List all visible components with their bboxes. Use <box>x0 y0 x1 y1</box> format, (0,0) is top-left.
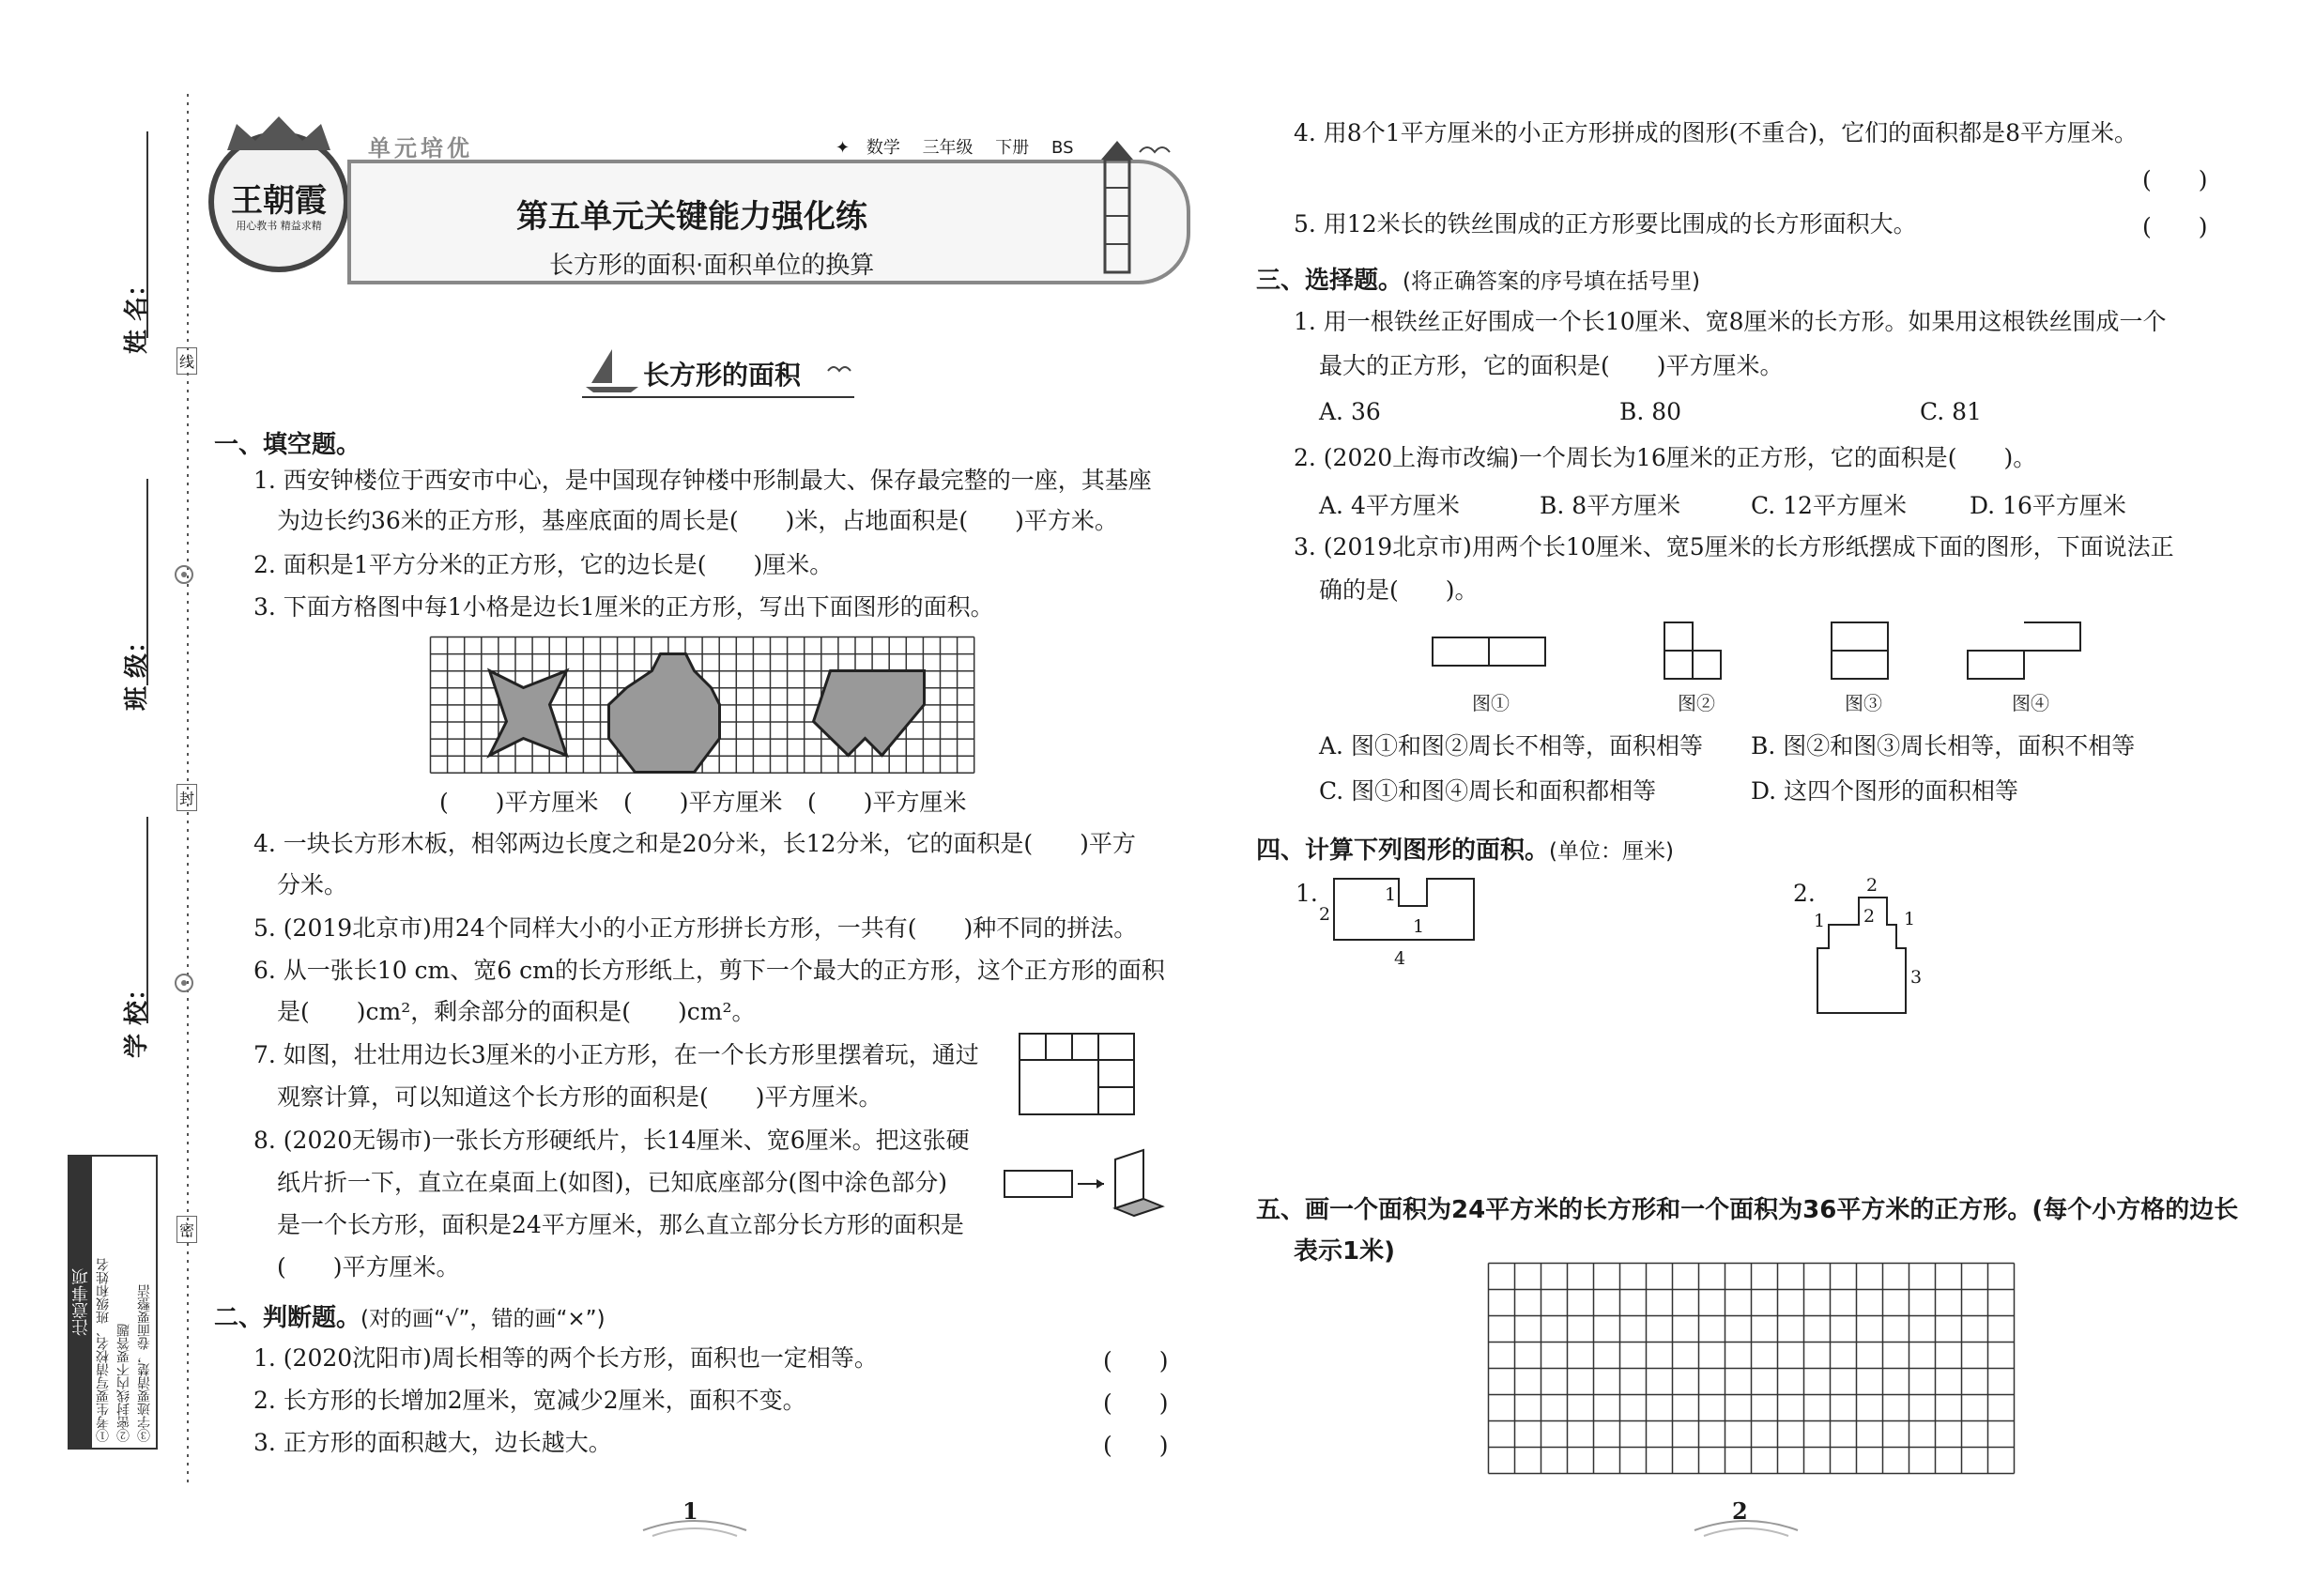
area-figure-1-number: 1. <box>1296 880 1318 907</box>
judge-3-answer[interactable]: ( ) <box>1103 1432 1169 1459</box>
choice-1-line2: 最大的正方形，它的面积是( )平方厘米。 <box>1319 352 1784 379</box>
q8-line2: 纸片折一下，直立在桌面上(如图)，已知底座部分(图中涂色部分) <box>277 1169 948 1196</box>
q8-line1: 8. (2020无锡市)一张长方形硬纸片，长14厘米、宽6厘米。把这张硬 <box>253 1127 970 1154</box>
drawing-grid[interactable] <box>1488 1263 2023 1469</box>
area-figure-2-dim-right-step: 1 <box>1904 909 1916 929</box>
meta-volume: 下册 <box>995 138 1030 158</box>
q8-line4: ( )平方厘米。 <box>277 1253 460 1281</box>
choice-3-option-b[interactable]: B. 图②和图③周长相等，面积不相等 <box>1751 732 2136 760</box>
section-3-note: (将正确答案的序号填在括号里) <box>1403 269 1700 294</box>
page-ornament-left <box>638 1512 751 1540</box>
binding-ornament-1 <box>173 563 195 586</box>
judge-2-answer[interactable]: ( ) <box>1103 1389 1169 1417</box>
section-3-heading: 三、选择题。 <box>1256 267 1403 295</box>
meta-edition: BS <box>1051 138 1074 158</box>
choice-3-line1: 3. (2019北京市)用两个长10厘米、宽5厘米的长方形纸摆成下面的图形，下面说法正 <box>1294 533 2174 560</box>
meta-subject: 数学 <box>866 138 900 158</box>
meta-grade: 三年级 <box>922 138 974 158</box>
judge-2: 2. 长方形的长增加2厘米，宽减少2厘米，面积不变。 <box>253 1387 806 1414</box>
figure-1 <box>1432 637 1549 670</box>
page-number-right: 2 <box>1732 1497 1748 1525</box>
area-figure-1-dim-length: 4 <box>1394 948 1406 969</box>
q3-blank-1[interactable]: ( )平方厘米 <box>439 789 599 816</box>
section-5-title-line2: 表示1米) <box>1294 1237 1395 1266</box>
figure-3 <box>1831 622 1896 682</box>
judge-5: 5. 用12米长的铁丝围成的正方形要比围成的长方形面积大。 <box>1294 210 1917 238</box>
figure-4-caption: 图④ <box>2012 692 2049 714</box>
crown-icon <box>222 115 335 152</box>
notice-item-1: ①考生要写清校名、班级和姓名 <box>96 1258 111 1442</box>
brand-name: 王朝霞 <box>231 182 327 220</box>
q8-figure <box>1003 1141 1172 1225</box>
area-figure-2-dim-top: 2 <box>1866 875 1878 896</box>
q7-figure <box>1019 1033 1136 1117</box>
q3-shape-1 <box>490 671 567 756</box>
choice-1-option-a[interactable]: A. 36 <box>1319 398 1381 425</box>
section-4-title <box>1256 831 1674 866</box>
section-banner-title: 长方形的面积 <box>643 360 802 391</box>
seagull-icon <box>826 361 854 376</box>
choice-3-option-c[interactable]: C. 图①和图④周长和面积都相等 <box>1319 777 1657 805</box>
q5: 5. (2019北京市)用24个同样大小的小正方形拼长方形，一共有( )种不同的拼法。 <box>253 914 1138 942</box>
class-label: 班 级： <box>123 628 152 712</box>
bird-icon <box>1138 141 1175 160</box>
q4-line1: 4. 一块长方形木板，相邻两边长度之和是20分米，长12分米，它的面积是( )平方 <box>253 830 1136 857</box>
figure-1-caption: 图① <box>1472 692 1510 714</box>
q6-line2: 是( )cm²，剩余部分的面积是( )cm²。 <box>277 998 756 1025</box>
cut-mark-1: 线 <box>176 347 197 375</box>
section-4-note: (单位：厘米) <box>1549 839 1674 864</box>
q6-line1: 6. 从一张长10 cm、宽6 cm的长方形纸上，剪下一个最大的正方形，这个正方形的面积 <box>253 957 1165 984</box>
q7-line2: 观察计算，可以知道这个长方形的面积是( )平方厘米。 <box>277 1083 882 1111</box>
figure-2 <box>1664 622 1729 682</box>
section-1-title: 一、填空题。 <box>214 431 361 459</box>
q1-line1: 1. 西安钟楼位于西安市中心，是中国现存钟楼中形制最大、保存最完整的一座，其基座 <box>253 467 1152 494</box>
choice-3-option-a[interactable]: A. 图①和图②周长不相等，面积相等 <box>1319 732 1703 760</box>
page-subtitle: 长方形的面积·面积单位的换算 <box>549 252 875 280</box>
cut-mark-2: 封 <box>176 784 197 811</box>
choice-1-line1: 1. 用一根铁丝正好围成一个长10厘米、宽8厘米的长方形。如果用这根铁丝围成一个 <box>1294 308 2167 335</box>
page-title: 第五单元关键能力强化练 <box>516 198 867 236</box>
judge-4-answer[interactable]: ( ) <box>2142 166 2208 193</box>
section-4-heading: 四、计算下列图形的面积。 <box>1256 836 1550 865</box>
judge-3: 3. 正方形的面积越大，边长越大。 <box>253 1429 612 1456</box>
choice-2-option-a[interactable]: A. 4平方厘米 <box>1319 492 1460 519</box>
q3-blank-3[interactable]: ( )平方厘米 <box>807 789 967 816</box>
meta-star-icon: ✦ <box>836 138 851 158</box>
q3-shape-3 <box>814 671 925 756</box>
choice-3-option-d[interactable]: D. 这四个图形的面积相等 <box>1751 777 2019 805</box>
section-3-title <box>1256 261 1700 296</box>
q4-line2: 分米。 <box>277 871 348 898</box>
figure-4 <box>1967 622 2089 682</box>
area-figure-1-dim-notch-width: 1 <box>1413 916 1425 937</box>
q1-line2: 为边长约36米的正方形，基座底面的周长是( )米，占地面积是( )平方米。 <box>277 507 1118 534</box>
series-label: 单元培优 <box>368 135 473 161</box>
choice-2-option-c[interactable]: C. 12平方厘米 <box>1751 492 1907 519</box>
page-ornament-right <box>1690 1512 1802 1540</box>
choice-2-option-d[interactable]: D. 16平方厘米 <box>1970 492 2126 519</box>
area-figure-1-dim-height: 2 <box>1319 904 1331 925</box>
sailboat-icon <box>584 347 640 394</box>
section-banner-underline <box>582 392 854 402</box>
name-label: 姓 名： <box>123 271 152 355</box>
choice-3-line2: 确的是( )。 <box>1319 576 1479 604</box>
notice-item-2: ②密封线内不要答题 <box>116 1324 131 1442</box>
choice-2-option-b[interactable]: B. 8平方厘米 <box>1540 492 1681 519</box>
area-figure-2-dim-bottom-height: 3 <box>1910 967 1923 988</box>
area-figure-1-dim-notch-depth: 1 <box>1385 884 1397 905</box>
area-figure-2-number: 2. <box>1793 880 1816 907</box>
choice-1-option-c[interactable]: C. 81 <box>1920 398 1982 425</box>
area-figure-1 <box>1333 878 1483 944</box>
notice-box <box>68 1155 158 1450</box>
q7-line1: 7. 如图，壮壮用边长3厘米的小正方形，在一个长方形里摆着玩，通过 <box>253 1041 979 1068</box>
notice-title: 注意事项 <box>69 1157 92 1448</box>
cut-mark-3: 密 <box>176 1216 197 1243</box>
binding-ornament-2 <box>173 972 195 994</box>
q3-grid-figure <box>430 637 984 787</box>
q3-blank-2[interactable]: ( )平方厘米 <box>623 789 783 816</box>
brand-tagline: 用心教书 精益求精 <box>236 220 322 232</box>
area-figure-2-dim-left-step: 1 <box>1814 911 1826 931</box>
page-number-left: 1 <box>682 1497 698 1525</box>
drawing-grid-lines <box>1489 1264 2015 1474</box>
choice-2: 2. (2020上海市改编)一个周长为16厘米的正方形，它的面积是( )。 <box>1294 444 2037 471</box>
section-2-note: (对的画“√”，错的画“×”) <box>360 1307 606 1331</box>
q2: 2. 面积是1平方分米的正方形，它的边长是( )厘米。 <box>253 551 834 578</box>
notice-item-3: ③字迹要清楚，卷面要整洁 <box>137 1284 152 1442</box>
q3: 3. 下面方格图中每1小格是边长1厘米的正方形，写出下面图形的面积。 <box>253 593 994 621</box>
section-2-title <box>214 1298 606 1333</box>
area-figure-2-dim-middle: 2 <box>1863 906 1876 927</box>
judge-4: 4. 用8个1平方厘米的小正方形拼成的图形(不重合)，它们的面积都是8平方厘米。 <box>1294 119 2139 146</box>
q8-line3: 是一个长方形，面积是24平方厘米，那么直立部分长方形的面积是 <box>277 1211 964 1238</box>
figure-3-caption: 图③ <box>1845 692 1882 714</box>
header-meta <box>836 134 1074 159</box>
section-2-heading: 二、判断题。 <box>214 1304 361 1332</box>
choice-1-option-b[interactable]: B. 80 <box>1619 398 1682 425</box>
section-5-title-line1: 五、画一个面积为24平方米的长方形和一个面积为36平方米的正方形。(每个小方格的边长 <box>1256 1196 2239 1224</box>
judge-1: 1. (2020沈阳市)周长相等的两个长方形，面积也一定相等。 <box>253 1344 878 1372</box>
brand-logo <box>208 131 349 272</box>
judge-5-answer[interactable]: ( ) <box>2142 213 2208 240</box>
school-label: 学 校： <box>123 975 152 1059</box>
judge-1-answer[interactable]: ( ) <box>1103 1347 1169 1374</box>
figure-2-caption: 图② <box>1678 692 1715 714</box>
